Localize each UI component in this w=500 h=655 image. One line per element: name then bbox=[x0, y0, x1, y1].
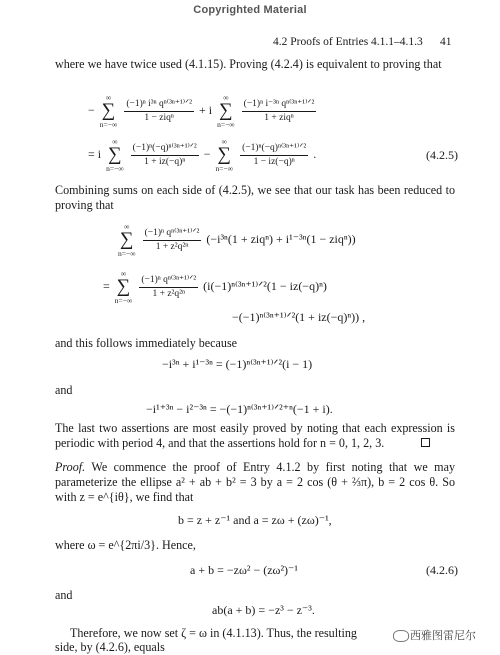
fraction bbox=[143, 228, 202, 253]
copyright-banner: Copyrighted Material bbox=[193, 4, 307, 16]
denominator: 1 − ziqⁿ bbox=[144, 112, 174, 123]
running-header-section: 4.2 Proofs of Entries 4.1.1–4.1.3 bbox=[273, 36, 423, 48]
equation-d: −i¹⁺³ⁿ − i²⁻³ⁿ = −(−1)ⁿ⁽³ⁿ⁺¹⁾ᐟ²⁺ⁿ(−1 + i). bbox=[146, 402, 333, 416]
sum-upper: ∞ bbox=[120, 269, 127, 278]
bracket-term: (i(−1)ⁿ⁽³ⁿ⁺¹⁾ᐟ²(1 − iz(−q)ⁿ) bbox=[203, 278, 327, 293]
sum-lower: n=−∞ bbox=[217, 120, 235, 129]
proof-label: Proof. bbox=[55, 460, 86, 474]
denominator: 1 − iz(−q)ⁿ bbox=[253, 156, 295, 167]
eq-b-line-2 bbox=[103, 269, 327, 305]
wechat-logo-icon bbox=[393, 630, 409, 642]
sum-lower: n=−∞ bbox=[99, 120, 118, 129]
equation-number-4-2-6: (4.2.6) bbox=[426, 563, 458, 577]
sum-upper: ∞ bbox=[124, 222, 130, 231]
numerator: (−1)ⁿ qⁿ⁽³ⁿ⁺¹⁾ᐟ² bbox=[139, 275, 198, 288]
numerator: (−1)ⁿ i⁻³ⁿ qⁿ⁽³ⁿ⁺¹⁾ᐟ² bbox=[242, 99, 317, 112]
sum-lower: n=−∞ bbox=[215, 164, 234, 173]
paragraph-4: and bbox=[55, 383, 73, 397]
sum-symbol bbox=[100, 93, 118, 129]
equation-4-2-6: a + b = −zω² − (zω²)⁻¹ bbox=[190, 563, 298, 577]
sigma: ∑ bbox=[217, 144, 232, 165]
sum-symbol bbox=[118, 222, 136, 258]
numerator: (−1)ⁿ(−q)ⁿ⁽³ⁿ⁺¹⁾ᐟ² bbox=[240, 143, 308, 156]
plus-i: + i bbox=[198, 102, 213, 117]
sum-upper: ∞ bbox=[105, 93, 112, 102]
paragraph-2: Combining sums on each side of (4.2.5), we see that our task has been reduced to proving that bbox=[55, 183, 455, 212]
page-number: 41 bbox=[440, 36, 452, 48]
qed-box-icon bbox=[421, 438, 430, 447]
sum-upper: ∞ bbox=[112, 137, 118, 146]
denominator: 1 + z²q²ⁿ bbox=[155, 241, 189, 252]
eq-b-line-1 bbox=[116, 222, 356, 258]
sum-lower: n=−∞ bbox=[118, 249, 136, 258]
equation-number-4-2-5: (4.2.5) bbox=[426, 148, 458, 162]
paragraph-9-end: side, by (4.2.6), equals bbox=[55, 640, 165, 654]
fraction bbox=[240, 143, 308, 168]
paragraph-3: and this follows immediately because bbox=[55, 336, 238, 350]
bracket-term: (−i³ⁿ(1 + ziqⁿ) + i¹⁻³ⁿ(1 − ziqⁿ)) bbox=[206, 231, 356, 246]
denominator: 1 + z²q²ⁿ bbox=[152, 288, 185, 299]
eq-b-line-3: −(−1)ⁿ⁽³ⁿ⁺¹⁾ᐟ²(1 + iz(−q)ⁿ)) , bbox=[232, 310, 366, 324]
sigma: ∑ bbox=[219, 100, 233, 121]
paragraph-1: where we have twice used (4.1.15). Proving (4.2.4) is equivalent to proving that bbox=[55, 57, 442, 71]
numerator: (−1)ⁿ qⁿ⁽³ⁿ⁺¹⁾ᐟ² bbox=[143, 228, 202, 241]
denominator: 1 + ziqⁿ bbox=[264, 112, 294, 123]
denominator: 1 + iz(−q)ⁿ bbox=[144, 156, 186, 167]
sum-symbol bbox=[106, 137, 124, 173]
minus-sign: − bbox=[88, 102, 95, 117]
equation-c: −i³ⁿ + i¹⁻³ⁿ = (−1)ⁿ⁽³ⁿ⁺¹⁾ᐟ²(i − 1) bbox=[162, 357, 313, 371]
numerator: (−1)ⁿ i³ⁿ qⁿ⁽³ⁿ⁺¹⁾ᐟ² bbox=[124, 99, 194, 112]
sum-upper: ∞ bbox=[221, 137, 227, 146]
eq-4-2-5-line-1 bbox=[88, 93, 318, 129]
paragraph-6 bbox=[55, 460, 455, 505]
fraction bbox=[242, 99, 317, 124]
fraction bbox=[124, 99, 194, 124]
paragraph-7: where ω = e^{2πi/3}. Hence, bbox=[55, 538, 196, 552]
sum-lower: n=−∞ bbox=[106, 164, 124, 173]
numerator: (−1)ⁿ(−q)ⁿ⁽³ⁿ⁺¹⁾ᐟ² bbox=[131, 143, 199, 156]
sigma: ∑ bbox=[108, 144, 122, 165]
equation-e: b = z + z⁻¹ and a = zω + (zω)⁻¹, bbox=[178, 513, 332, 527]
sum-symbol bbox=[115, 269, 133, 305]
paragraph-5-text: The last two assertions are most easily proved by noting that each expression is periodic with period 4, and that the assertions hold for n = 0, 1, 2, 3. bbox=[55, 421, 455, 450]
fraction bbox=[131, 143, 199, 168]
sigma: ∑ bbox=[120, 229, 134, 250]
period: . bbox=[313, 146, 317, 161]
eq-4-2-5-line-2 bbox=[88, 137, 316, 173]
sum-lower: n=−∞ bbox=[114, 296, 133, 305]
sigma: ∑ bbox=[116, 276, 131, 297]
watermark: 西雅图雷尼尔 bbox=[410, 629, 476, 642]
paragraph-6-text: We commence the proof of Entry 4.1.2 by first noting that we may parameterize the ellipse a² + ab + b² = 3 by a = 2 cos (θ + ⅔π), b = 2 cos θ. So with z = e^{iθ}, we find that bbox=[55, 460, 455, 504]
sum-symbol bbox=[216, 137, 234, 173]
paragraph-5 bbox=[55, 421, 455, 451]
minus-sign: − bbox=[203, 146, 211, 161]
paragraph-8: and bbox=[55, 588, 73, 602]
sum-symbol bbox=[217, 93, 235, 129]
sum-upper: ∞ bbox=[223, 93, 229, 102]
sigma: ∑ bbox=[101, 100, 116, 121]
paragraph-9: Therefore, we now set ζ = ω in (4.1.13). Thus, the resulting bbox=[70, 626, 357, 640]
fraction bbox=[139, 275, 198, 300]
equals-i: = i bbox=[88, 146, 102, 161]
equals-sign: = bbox=[103, 278, 110, 293]
equation-f: ab(a + b) = −z³ − z⁻³. bbox=[212, 603, 315, 617]
